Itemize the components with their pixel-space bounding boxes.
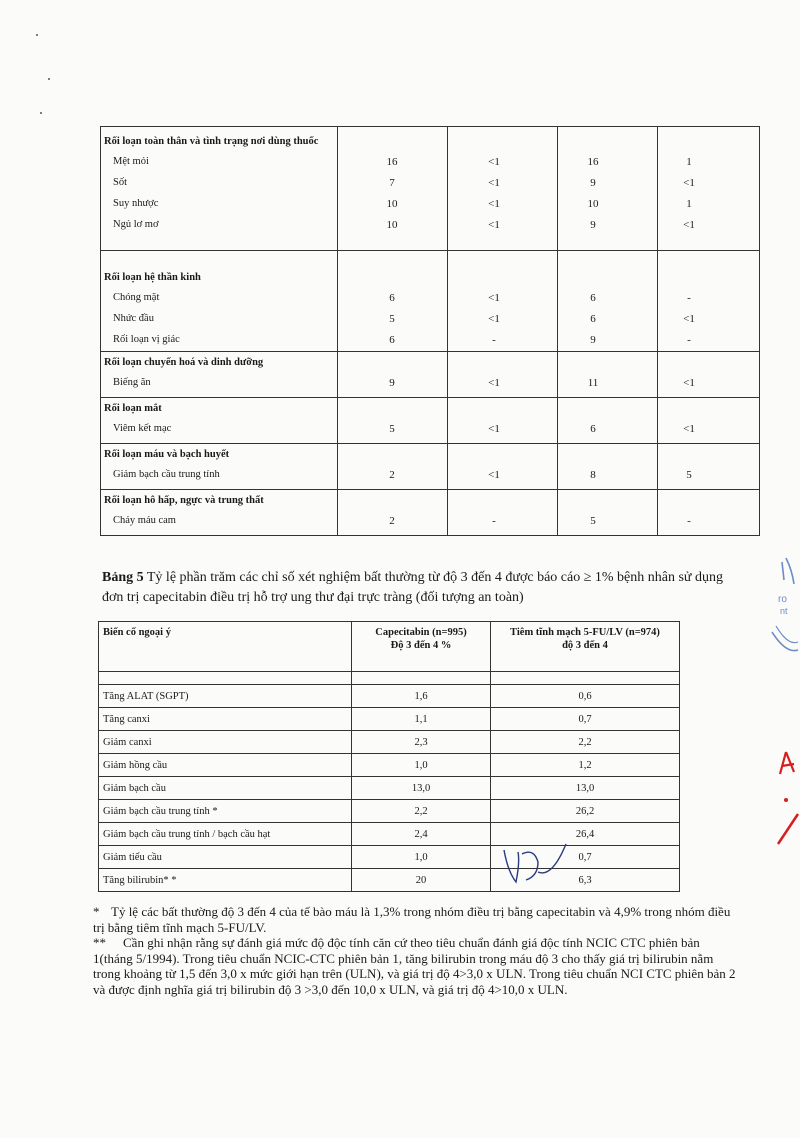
table-row [99, 754, 680, 777]
scan-speck [36, 34, 38, 36]
cell-value: <1 [683, 219, 695, 231]
cell-value: - [492, 334, 496, 346]
row-label: Rối loạn vị giác [113, 334, 180, 345]
cell-value: <1 [488, 377, 500, 389]
row-label: Giảm canxi [99, 731, 352, 754]
row-label: Giảm hồng cầu [99, 754, 352, 777]
header-5fu-lv-line1: Tiêm tĩnh mạch 5-FU/LV (n=974) [510, 627, 660, 638]
footnote-1-text: Tỷ lệ các bất thường độ 3 đến 4 của tế bào máu là 1,3% trong nhóm điều trị bằng capecitabin và 4,9% trong nhóm điều trị bằng tiêm tĩnh mạch 5-FU/LV. [93, 904, 731, 935]
row-label: Giảm bạch cầu trung tính [113, 469, 220, 480]
row-label: Sốt [113, 177, 128, 188]
cell-value: 20 [352, 869, 491, 892]
cell-value: 26,2 [491, 800, 680, 823]
red-mark-icon [772, 748, 800, 848]
cell-value: 10 [386, 219, 398, 231]
header-5fu-lv-line2: độ 3 đến 4 [562, 640, 608, 651]
table-row [99, 685, 680, 708]
row-label: Giảm tiểu cầu [99, 846, 352, 869]
cell-value: 26,4 [491, 823, 680, 846]
cell-value: 2,3 [352, 731, 491, 754]
table-section [100, 397, 760, 443]
cell-value: <1 [488, 423, 500, 435]
table-row [101, 419, 759, 440]
cell-value: <1 [683, 313, 695, 325]
table-row [101, 330, 759, 351]
cell-value: 9 [389, 377, 395, 389]
row-label: Chóng mặt [113, 292, 160, 303]
cell-value: 1,0 [352, 754, 491, 777]
cell-value: 2 [389, 515, 395, 527]
table-row [101, 173, 759, 194]
cell-value: 11 [587, 377, 599, 389]
section-title: Rối loạn máu và bạch huyết [104, 449, 230, 460]
cell-value: 9 [590, 334, 596, 346]
cell-value: 2,4 [352, 823, 491, 846]
table-spacer-row [99, 672, 680, 685]
footnote-2-mark: ** [93, 935, 106, 950]
section-title: Rối loạn toàn thân và tình trạng nơi dùng thuốc [104, 136, 319, 147]
row-label: Giảm bạch cầu trung tính / bạch cầu hạt [99, 823, 352, 846]
cell-value: <1 [683, 423, 695, 435]
table-row [101, 194, 759, 215]
cell-value: 2 [389, 469, 395, 481]
row-label: Biếng ăn [113, 377, 151, 388]
header-capecitabine-line1: Capecitabin (n=995) [375, 627, 467, 638]
cell-value: 6 [590, 423, 596, 435]
table-row [99, 777, 680, 800]
cell-value: 6 [590, 313, 596, 325]
table5-caption [102, 568, 742, 608]
cell-value: 10 [386, 198, 398, 210]
table-section [100, 126, 760, 250]
cell-value: 1,1 [352, 708, 491, 731]
cell-value: 1 [686, 156, 692, 168]
scan-speck [48, 78, 50, 80]
table-row [99, 846, 680, 869]
table-section [100, 443, 760, 489]
row-label: Giảm bạch cầu [99, 777, 352, 800]
header-5fu-lv [491, 622, 680, 672]
footnote-2-text: Cần ghi nhận rằng sự đánh giá mức độ độc tính căn cứ theo tiêu chuẩn đánh giá độc tính NCIC CTC phiên bản 1(tháng 5/1994). Trong tiêu chuẩn NCIC-CTC phiên bản 1, tăng bilirubin trong máu độ 3 cho thấy giá trị bilirubin nằm trong khoảng từ 1,5 đến 3,0 x mức giới hạn trên (ULN), và giá trị độ 4>3,0 x ULN. Trong tiêu chuẩn NCI CTC phiên bản 2 và được định nghĩa giá trị bilirubin độ 3 >3,0 đến 10,0 x ULN, và giá trị độ 4>10,0 x ULN. [93, 935, 736, 997]
cell-value: <1 [488, 198, 500, 210]
cell-value: 5 [686, 469, 692, 481]
row-label: Viêm kết mạc [113, 423, 172, 434]
cell-value: <1 [488, 292, 500, 304]
header-capecitabine [352, 622, 491, 672]
cell-value: <1 [488, 156, 500, 168]
table-header-row [99, 622, 680, 672]
row-label: Mệt mỏi [113, 156, 149, 167]
header-capecitabine-line2: Độ 3 đến 4 % [390, 640, 452, 651]
cell-value: 6 [389, 334, 395, 346]
cell-value: 16 [386, 156, 398, 168]
section-title: Rối loạn hô hấp, ngực và trung thất [104, 495, 264, 506]
cell-value: 13,0 [352, 777, 491, 800]
table-section [100, 250, 760, 351]
table-row [101, 465, 759, 486]
cell-value: <1 [488, 177, 500, 189]
cell-value: 5 [389, 423, 395, 435]
signature-icon [498, 842, 568, 890]
section-title: Rối loạn mắt [104, 403, 162, 414]
cell-value: 1 [686, 198, 692, 210]
cell-value: - [687, 515, 691, 527]
cell-value: 0,7 [491, 708, 680, 731]
row-label: Tăng bilirubin* * [99, 869, 352, 892]
cell-value: <1 [488, 219, 500, 231]
cell-value: 2,2 [491, 731, 680, 754]
lab-abnormalities-table [98, 621, 680, 892]
footnote-1 [93, 904, 741, 935]
row-label: Tăng ALAT (SGPT) [99, 685, 352, 708]
cell-value: 10 [587, 198, 599, 210]
cell-value: 2,2 [352, 800, 491, 823]
row-label: Giảm bạch cầu trung tính * [99, 800, 352, 823]
cell-value: <1 [683, 377, 695, 389]
header-adverse-event: Biến cố ngoại ý [99, 622, 352, 672]
section-title: Rối loạn hệ thần kinh [104, 272, 201, 283]
cell-value: 9 [590, 219, 596, 231]
row-label: Ngủ lơ mơ [113, 219, 159, 230]
row-label: Tăng canxi [99, 708, 352, 731]
footnote-1-mark: * [93, 904, 100, 919]
cell-value: - [687, 292, 691, 304]
cell-value: 1,0 [352, 846, 491, 869]
table-row [99, 869, 680, 892]
cell-value: 9 [590, 177, 596, 189]
section-title: Rối loạn chuyển hoá và dinh dưỡng [104, 357, 264, 368]
footnote-2 [93, 935, 741, 997]
table-row [99, 708, 680, 731]
table-section [100, 489, 760, 536]
table-row [101, 309, 759, 330]
cell-value: 13,0 [491, 777, 680, 800]
cell-value: - [687, 334, 691, 346]
cell-value: 0,7 [491, 846, 680, 869]
table-row [101, 288, 759, 309]
svg-text:ro: ro [778, 594, 787, 605]
cell-value: 1,6 [352, 685, 491, 708]
table-row [101, 373, 759, 394]
cell-value: 6,3 [491, 869, 680, 892]
footnotes [93, 904, 741, 997]
cell-value: 1,2 [491, 754, 680, 777]
table5-label: Bảng 5 [102, 570, 144, 585]
row-label: Chảy máu cam [113, 515, 176, 526]
cell-value: 8 [590, 469, 596, 481]
cell-value: 6 [389, 292, 395, 304]
table-row [99, 823, 680, 846]
table-row [101, 511, 759, 532]
cell-value: - [492, 515, 496, 527]
table-row [101, 215, 759, 236]
cell-value: 0,6 [491, 685, 680, 708]
stamp-fragment-icon [764, 550, 800, 680]
row-label: Suy nhược [113, 198, 159, 209]
cell-value: 7 [389, 177, 395, 189]
cell-value: <1 [488, 469, 500, 481]
cell-value: 5 [590, 515, 596, 527]
table-row [99, 731, 680, 754]
cell-value: 16 [587, 156, 599, 168]
adverse-events-table [100, 126, 760, 536]
scan-speck [40, 112, 42, 114]
cell-value: 5 [389, 313, 395, 325]
table-row [101, 152, 759, 173]
table-row [99, 800, 680, 823]
row-label: Nhức đầu [113, 313, 154, 324]
cell-value: 6 [590, 292, 596, 304]
cell-value: <1 [683, 177, 695, 189]
cell-value: <1 [488, 313, 500, 325]
svg-text:nt: nt [780, 606, 788, 616]
table-section [100, 351, 760, 397]
table5-caption-text: Tỷ lệ phần trăm các chỉ số xét nghiệm bất thường từ độ 3 đến 4 được báo cáo ≥ 1% bệnh nhân sử dụng đơn trị capecitabin điều trị hỗ trợ ung thư đại trực tràng (đối tượng an toàn) [102, 570, 724, 605]
